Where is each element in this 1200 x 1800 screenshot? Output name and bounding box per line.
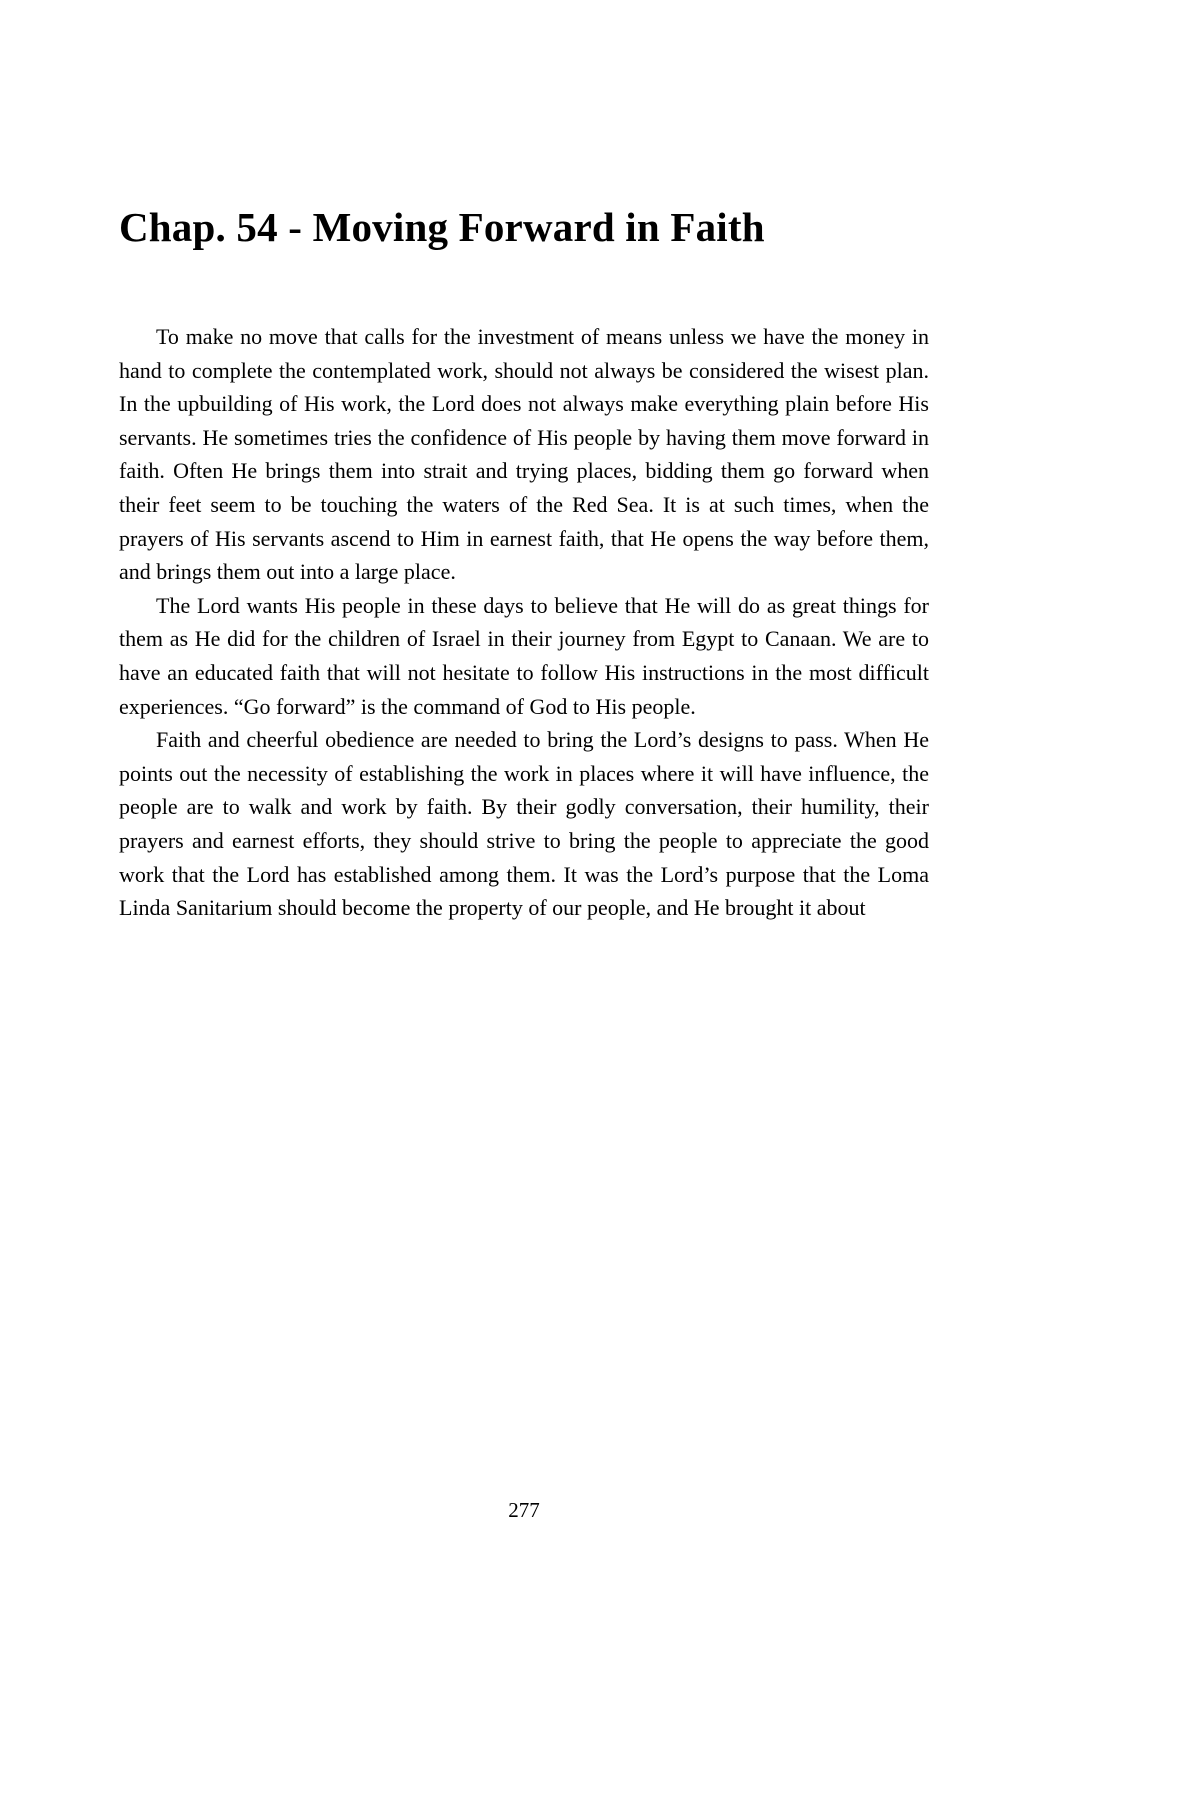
body-text bbox=[119, 320, 929, 925]
paragraph: The Lord wants His people in these days to believe that He will do as great things for them as He did for the children of Israel in their journey from Egypt to Canaan. We are to have an educated faith that will not hesitate to follow His instructions in the most difficult experiences. “Go forward” is the command of God to His people. bbox=[119, 592, 929, 719]
chapter-title: Chap. 54 - Moving Forward in Faith bbox=[119, 204, 765, 250]
page-number: 277 bbox=[508, 1498, 540, 1522]
paragraph: To make no move that calls for the investment of means unless we have the money in hand to complete the contemplated work, should not always be considered the wisest plan. In the upbuilding of His work, the Lord does not always make everything plain before His servants. He sometimes tries the confidence of His people by having them move forward in faith. Often He brings them into strait and trying places, bidding them go forward when their feet seem to be touching the waters of the Red Sea. It is at such times, when the prayers of His servants ascend to Him in earnest faith, that He opens the way before them, and brings them out into a large place. bbox=[119, 324, 929, 585]
paragraph: Faith and cheerful obedience are needed to bring the Lord’s designs to pass. When He points out the necessity of establishing the work in places where it will have influence, the people are to walk and work by faith. By their godly conversation, their humility, their prayers and earnest efforts, they should strive to bring the people to appreciate the good work that the Lord has established among them. It was the Lord’s purpose that the Loma Linda Sanitarium should become the property of our people, and He brought it about bbox=[119, 727, 929, 921]
